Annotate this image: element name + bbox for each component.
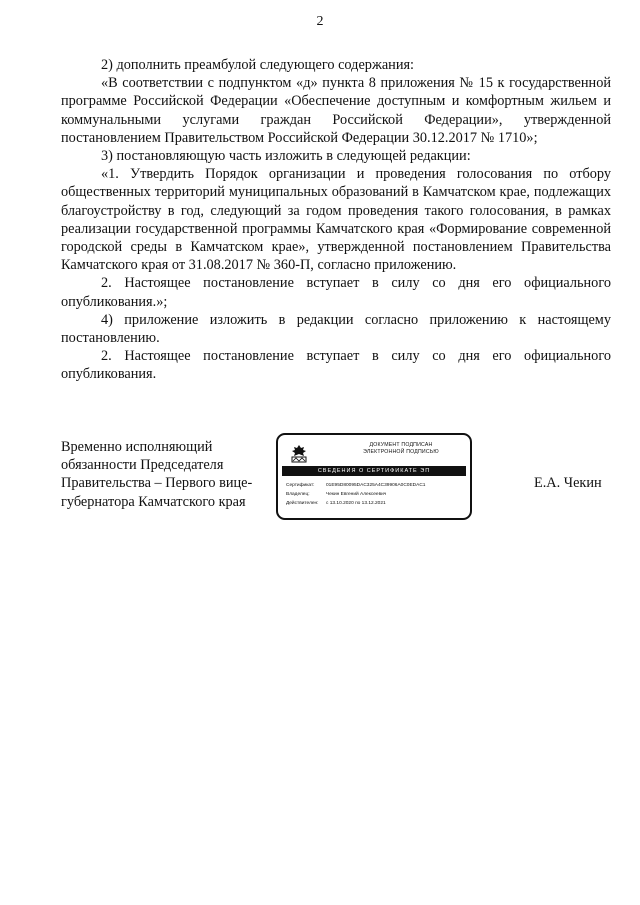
signatory-title-line: Временно исполняющий (61, 439, 213, 455)
signatory-name: Е.А. Чекин (534, 475, 602, 491)
paragraph: 3) постановляющую часть изложить в следующей редакции: (101, 148, 471, 165)
stamp-row-value: с 13.10.2020 по 13.12.2021 (326, 501, 386, 506)
paragraph: 2. Настоящее постановление вступает в силу со дня его официального опубликования. (61, 348, 611, 383)
stamp-header-line: ДОКУМЕНТ ПОДПИСАН (369, 442, 433, 448)
page-number: 2 (316, 14, 324, 29)
stamp-row-value: 01E95D80095DAC325A4C39906A0C0EDAC1 (326, 483, 426, 488)
stamp-row (286, 483, 425, 489)
stamp-row-key: Сертификат: (286, 483, 315, 488)
stamp-row-key: Действителен: (286, 501, 319, 506)
signatory-title-line: губернатора Камчатского края (61, 493, 246, 510)
stamp-row-value: Чекин Евгений Алексеевич (326, 492, 387, 497)
coat-of-arms-icon (288, 443, 310, 465)
paragraph: «1. Утвердить Порядок организации и проведения голосования по отбору общественных территорий муниципальных образований в Камчатском крае, подлежащих благоустройству в год, следующий за годом проведения такого голосования, в рамках реализации государственной программы Камчатского края «Формирование современной городской среды в Камчатском крае», утвержденной постановлением Правительства Камчатского края от 31.08.2017 № 360-П, согласно приложению. (61, 166, 611, 274)
paragraph: 4) приложение изложить в редакции согласно приложению к настоящему постановлению. (61, 311, 611, 347)
signatory-title (61, 438, 276, 511)
stamp-row (286, 492, 386, 498)
stamp-header-line: ЭЛЕКТРОННОЙ ПОДПИСЬЮ (363, 449, 439, 455)
stamp-header (338, 442, 464, 456)
stamp-row (286, 501, 386, 507)
signatory-title-line: Правительства – Первого вице- (61, 475, 253, 492)
signatory-title-line: обязанности Председателя (61, 457, 224, 474)
stamp-certificate-bar: СВЕДЕНИЯ О СЕРТИФИКАТЕ ЭП (282, 466, 466, 476)
electronic-signature-stamp (276, 433, 472, 520)
paragraph: 2. Настоящее постановление вступает в силу со дня его официального опубликования.»; (61, 275, 611, 310)
document-body (61, 56, 611, 384)
paragraph: 2) дополнить преамбулой следующего содержания: (101, 57, 415, 73)
paragraph: «В соответствии с подпунктом «д» пункта 8 приложения № 15 к государственной программе Российской Федерации «Обеспечение доступным и комфортным жильем и коммунальными услугами граждан Российской Федерации», утвержденной постановлением Правительством Российской Федерации 30.12.2017 № 1710»; (61, 75, 611, 146)
stamp-row-key: Владелец: (286, 492, 310, 497)
